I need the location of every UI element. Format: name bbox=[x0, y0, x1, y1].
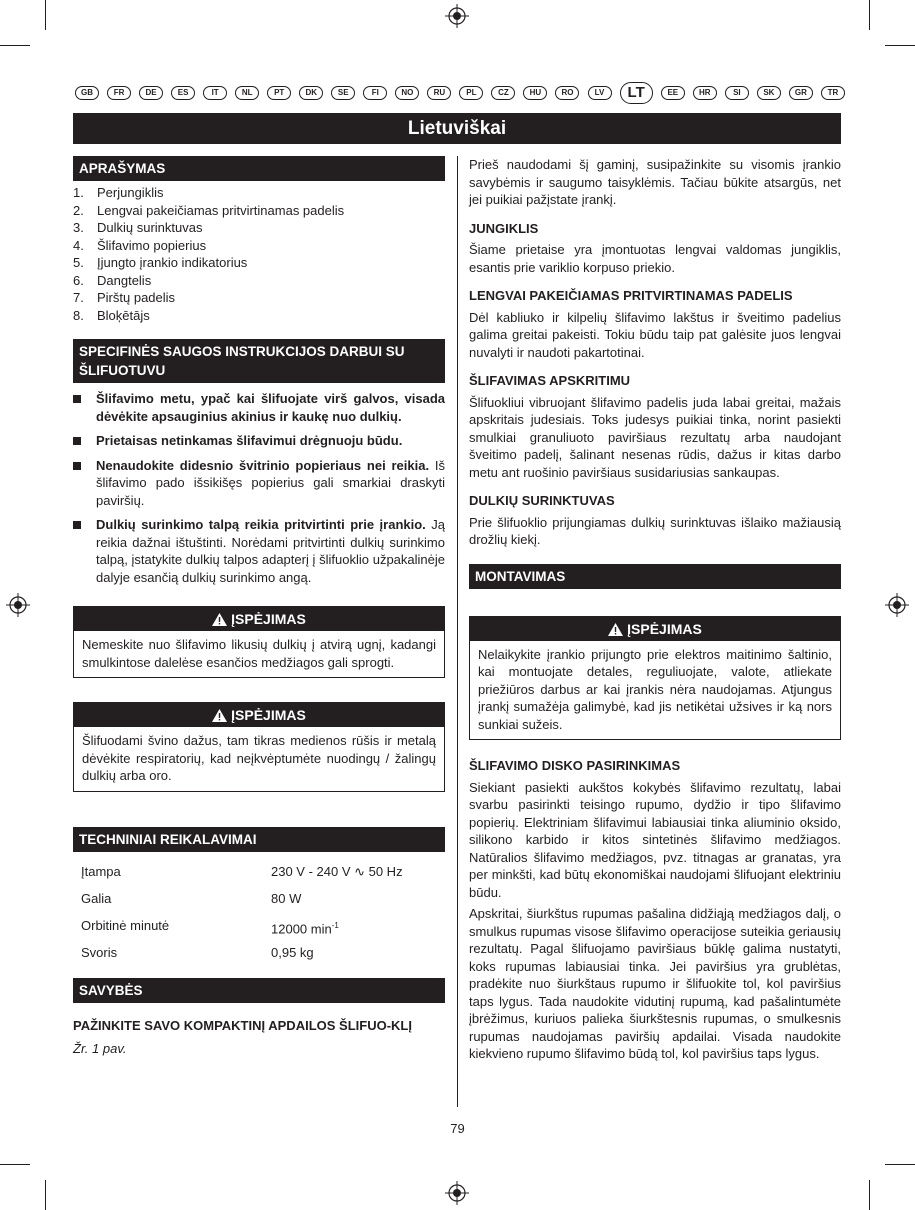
language-tab-fi[interactable]: FI bbox=[363, 86, 387, 100]
subheading: LENGVAI PAKEIČIAMAS PRITVIRTINAMAS PADELIS bbox=[469, 288, 793, 303]
list-item bbox=[73, 219, 445, 237]
list-item-number: 3. bbox=[73, 220, 84, 235]
spec-value-text: 230 V - 240 V ∿ 50 Hz bbox=[271, 863, 403, 879]
list-item-number: 7. bbox=[73, 290, 84, 305]
spec-table bbox=[73, 858, 445, 966]
crop-mark bbox=[0, 45, 30, 46]
list-item-label: Pirštų padelis bbox=[97, 290, 176, 305]
paragraph: Siekiant pasiekti aukštos kokybės šlifavimo rezultatų, labai svarbu pasirinkti teisingo rupumo, dydžio ir tipo šlifavimo popierių. Elektriniam šlifavimui labiausiai tinka aliuminio oksido, silikono karbido ir kitos sintetinės šlifavimo medžiagos. Natūralios šlifavimo medžiagos, pvz. titnagas ar granatas, yra per minkšti, kad būtų ekonomiškai naudojami šlifuojant elektriniu būdu. bbox=[469, 779, 841, 900]
warning-triangle-icon bbox=[212, 709, 227, 722]
language-tab-ru[interactable]: RU bbox=[427, 86, 451, 100]
right-column bbox=[469, 156, 841, 1063]
safety-bullet bbox=[73, 457, 445, 510]
safety-text-bold: Dulkių surinkimo talpą reikia pritvirtinti prie įrankio. bbox=[96, 517, 426, 532]
subheading: ŠLIFAVIMAS APSKRITIMU bbox=[469, 373, 631, 388]
list-item-label: Dulkių surinktuvas bbox=[97, 220, 203, 235]
list-item-label: Įjungto įrankio indikatorius bbox=[97, 255, 248, 270]
list-item-number: 4. bbox=[73, 237, 84, 253]
list-item-number: 8. bbox=[73, 307, 84, 323]
bullet-square-icon bbox=[73, 521, 81, 529]
spec-value bbox=[271, 858, 403, 885]
language-tab-it[interactable]: IT bbox=[203, 86, 227, 100]
language-tab-pl[interactable]: PL bbox=[459, 86, 483, 100]
language-tab-ee[interactable]: EE bbox=[661, 86, 685, 100]
language-tab-no[interactable]: NO bbox=[395, 86, 419, 100]
warning-box bbox=[73, 702, 445, 792]
list-item bbox=[73, 254, 445, 272]
language-tab-nl[interactable]: NL bbox=[235, 86, 259, 100]
subheading: ŠLIFAVIMO DISKO PASIRINKIMAS bbox=[469, 758, 681, 773]
crop-mark bbox=[45, 1180, 46, 1210]
crop-mark bbox=[885, 1164, 915, 1165]
warning-text: Nemeskite nuo šlifavimo likusių dulkių į atvirą ugnį, kadangi smulkintose dalelėse esančios medžiagos gali sprogti. bbox=[82, 637, 436, 670]
paragraph: Šiame prietaise yra įmontuotas lengvai valdomas jungiklis, esantis prie variklio korpuso priekio. bbox=[469, 242, 841, 275]
spec-value-text: 0,95 kg bbox=[271, 944, 314, 960]
registration-mark-icon bbox=[6, 593, 30, 617]
crop-mark bbox=[0, 1164, 30, 1165]
list-item bbox=[73, 237, 445, 255]
section-heading-tech: TECHNINIAI REIKALAVIMAI bbox=[73, 827, 445, 852]
list-item-number: 2. bbox=[73, 202, 84, 218]
warning-text: Šlifuodami švino dažus, tam tikras medienos rūšis ir metalą dėvėkite respiratorių, kad neįkvėptumėte nuodingų / žalingų dulkių arba oro. bbox=[82, 733, 436, 783]
safety-text: Ją reikia dažnai ištuštinti. Norėdami pritvirtinti dulkių surinkimo talpą, įstatykite dulkių talpos adapterį į šlifuoklio užpakalinėje dalyje esančią dulkių surinkimo angą. bbox=[96, 517, 446, 585]
language-tab-es[interactable]: ES bbox=[171, 86, 195, 100]
spec-label: Įtampa bbox=[81, 863, 121, 879]
section-heading-aprasymas: APRAŠYMAS bbox=[73, 156, 445, 181]
language-tab-fr[interactable]: FR bbox=[107, 86, 131, 100]
description-list bbox=[73, 184, 445, 324]
spec-value bbox=[271, 939, 314, 966]
figure-reference: Žr. 1 pav. bbox=[73, 1041, 127, 1056]
language-tab-lt[interactable]: LT bbox=[620, 82, 653, 104]
list-item-number: 5. bbox=[73, 255, 84, 270]
warning-triangle-icon bbox=[212, 613, 227, 626]
safety-bullet bbox=[73, 432, 445, 450]
spec-row bbox=[73, 939, 445, 966]
page-title: Lietuviškai bbox=[73, 113, 841, 144]
list-item-label: Bloķētājs bbox=[97, 307, 150, 323]
safety-bullet bbox=[73, 390, 445, 425]
spec-row bbox=[73, 912, 445, 939]
spec-row bbox=[73, 858, 445, 885]
language-tab-dk[interactable]: DK bbox=[299, 86, 323, 100]
crop-mark bbox=[45, 0, 46, 30]
paragraph: Apskritai, šiurkštus rupumas pašalina didžiąją medžiagos dalį, o smulkus rupumas visose šlifavimo operacijose suteikia geriausių rezultatų. Pagal šlifuojamo paviršiaus būklę galima nustatyti, koks rupumas labiausiai tinka. Jei paviršius yra grublėtas, pradėkite nuo šiurkštaus rupumo ir šlifuokite tol, kol paviršius taps lygus. Tada naudokite vidutinį rupumą, kad pašalintumėte įbrėžimus, kuriuos palieka šiurkštesnis rupumas, o smulkesnis rupumas naudojamas paviršių apdailai. Visada naudokite kiekvieno rupumo šlifavimo būdą tol, kol paviršius taps lygus. bbox=[469, 906, 841, 1061]
warning-title: ĮSPĖJIMAS bbox=[231, 611, 306, 627]
language-tab-gb[interactable]: GB bbox=[75, 86, 99, 100]
crop-mark bbox=[869, 0, 870, 30]
list-item bbox=[73, 184, 445, 202]
subheading: PAŽINKITE SAVO KOMPAKTINĮ APDAILOS ŠLIFUO-KLĮ bbox=[73, 1017, 412, 1033]
bullet-square-icon bbox=[73, 437, 81, 445]
safety-bullet bbox=[73, 516, 445, 586]
section-heading-montavimas: MONTAVIMAS bbox=[469, 564, 841, 589]
spec-label: Orbitinė minutė bbox=[81, 917, 170, 933]
section-heading-savybes: SAVYBĖS bbox=[73, 978, 445, 1003]
spec-value-text: 12000 min bbox=[271, 920, 332, 936]
language-tab-ro[interactable]: RO bbox=[555, 86, 579, 100]
language-tab-tr[interactable]: TR bbox=[821, 86, 845, 100]
safety-text: Iš šlifavimo pado išsikišęs popierius gali smarkiai draskyti paviršių. bbox=[96, 457, 445, 508]
language-tab-se[interactable]: SE bbox=[331, 86, 355, 100]
language-tab-hr[interactable]: HR bbox=[693, 86, 717, 100]
column-divider bbox=[457, 156, 458, 1107]
registration-mark-icon bbox=[445, 4, 469, 28]
spec-label: Svoris bbox=[81, 944, 118, 960]
spec-value bbox=[271, 885, 301, 912]
list-item-label: Perjungiklis bbox=[97, 185, 164, 200]
language-tab-sk[interactable]: SK bbox=[757, 86, 781, 100]
safety-text-bold: Nenaudokite didesnio švitrinio popieriaus nei reikia. bbox=[96, 457, 430, 473]
warning-title: ĮSPĖJIMAS bbox=[627, 620, 702, 637]
paragraph: Šlifuokliui vibruojant šlifavimo padelis juda labai greitai, mažais apskritais judesiais. Toks judesys puikiai tinka, norint pasiekti smulkiai granuliuoto paviršiaus rezultatų arba naudojant šveitimo padelį, šalinant nesenas rūdis, dažus ir kitas darbo metu ant ruošinio paviršiaus susidariusias sankaupas. bbox=[469, 394, 841, 480]
spec-unit-superscript: -1 bbox=[331, 920, 339, 930]
spec-label: Galia bbox=[81, 890, 112, 906]
spec-value bbox=[271, 912, 339, 939]
language-tab-si[interactable]: SI bbox=[725, 86, 749, 100]
intro-paragraph: Prieš naudodami šį gaminį, susipažinkite su visomis įrankio savybėmis ir saugumo taisyklėmis. Tačiau būkite atsargūs, net jei puikiai pažįstate įrankį. bbox=[469, 157, 841, 207]
warning-text: Nelaikykite įrankio prijungto prie elektros maitinimo šaltinio, kai montuojate detales, reguliuojate, valote, atliekate priežiūros darbus ar kai įrankis nėra naudojamas. Atjungus įrankį sumažėja galimybė, kad jis netikėtai užsives ir ką nors sunkiai sužeis. bbox=[478, 646, 832, 732]
list-item-number: 6. bbox=[73, 272, 84, 288]
registration-mark-icon bbox=[885, 593, 909, 617]
language-tab-cz[interactable]: CZ bbox=[491, 86, 515, 100]
list-item-label: Lengvai pakeičiamas pritvirtinamas padelis bbox=[97, 202, 345, 218]
safety-text: Šlifavimo metu, ypač kai šlifuojate virš galvos, visada dėvėkite apsauginius akinius ir kaukę nuo dulkių. bbox=[96, 391, 445, 424]
paragraph: Dėl kabliuko ir kilpelių šlifavimo lakštus ir šveitimo padelius galima greitai pakeisti. Tokiu būdu taip pat galėsite juos lengvai nuvalyti ir naudoti pakartotinai. bbox=[469, 309, 841, 360]
bullet-square-icon bbox=[73, 395, 81, 403]
warning-title: ĮSPĖJIMAS bbox=[231, 707, 306, 723]
crop-mark bbox=[885, 45, 915, 46]
list-item bbox=[73, 289, 445, 307]
paragraph: Prie šlifuoklio prijungiamas dulkių surinktuvas išlaiko mažiausią drožlių kiekį. bbox=[469, 514, 841, 547]
subheading: JUNGIKLIS bbox=[469, 220, 539, 236]
language-tab-de[interactable]: DE bbox=[139, 86, 163, 100]
page-number: 79 bbox=[450, 1121, 465, 1136]
spec-row bbox=[73, 885, 445, 912]
subheading: DULKIŲ SURINKTUVAS bbox=[469, 493, 615, 508]
language-tab-lv[interactable]: LV bbox=[588, 86, 612, 100]
warning-box bbox=[73, 606, 445, 678]
warning-triangle-icon bbox=[608, 623, 623, 636]
list-item-label: Šlifavimo popierius bbox=[97, 237, 207, 253]
crop-mark bbox=[869, 1180, 870, 1210]
list-item bbox=[73, 307, 445, 325]
warning-box bbox=[469, 616, 841, 741]
language-tab-gr[interactable]: GR bbox=[789, 86, 813, 100]
list-item bbox=[73, 202, 445, 220]
section-heading-safety: SPECIFINĖS SAUGOS INSTRUKCIJOS DARBUI SU ŠLIFUOTUVU bbox=[73, 339, 445, 383]
safety-text: Prietaisas netinkamas šlifavimui drėgnuoju būdu. bbox=[96, 433, 403, 448]
left-column bbox=[73, 156, 445, 1058]
registration-mark-icon bbox=[445, 1181, 469, 1205]
language-tab-pt[interactable]: PT bbox=[267, 86, 291, 100]
list-item-number: 1. bbox=[73, 185, 84, 200]
language-tab-hu[interactable]: HU bbox=[523, 86, 547, 100]
language-bar bbox=[75, 84, 845, 102]
list-item bbox=[73, 272, 445, 290]
bullet-square-icon bbox=[73, 462, 81, 470]
list-item-label: Dangtelis bbox=[97, 272, 152, 288]
spec-value-text: 80 W bbox=[271, 890, 302, 906]
